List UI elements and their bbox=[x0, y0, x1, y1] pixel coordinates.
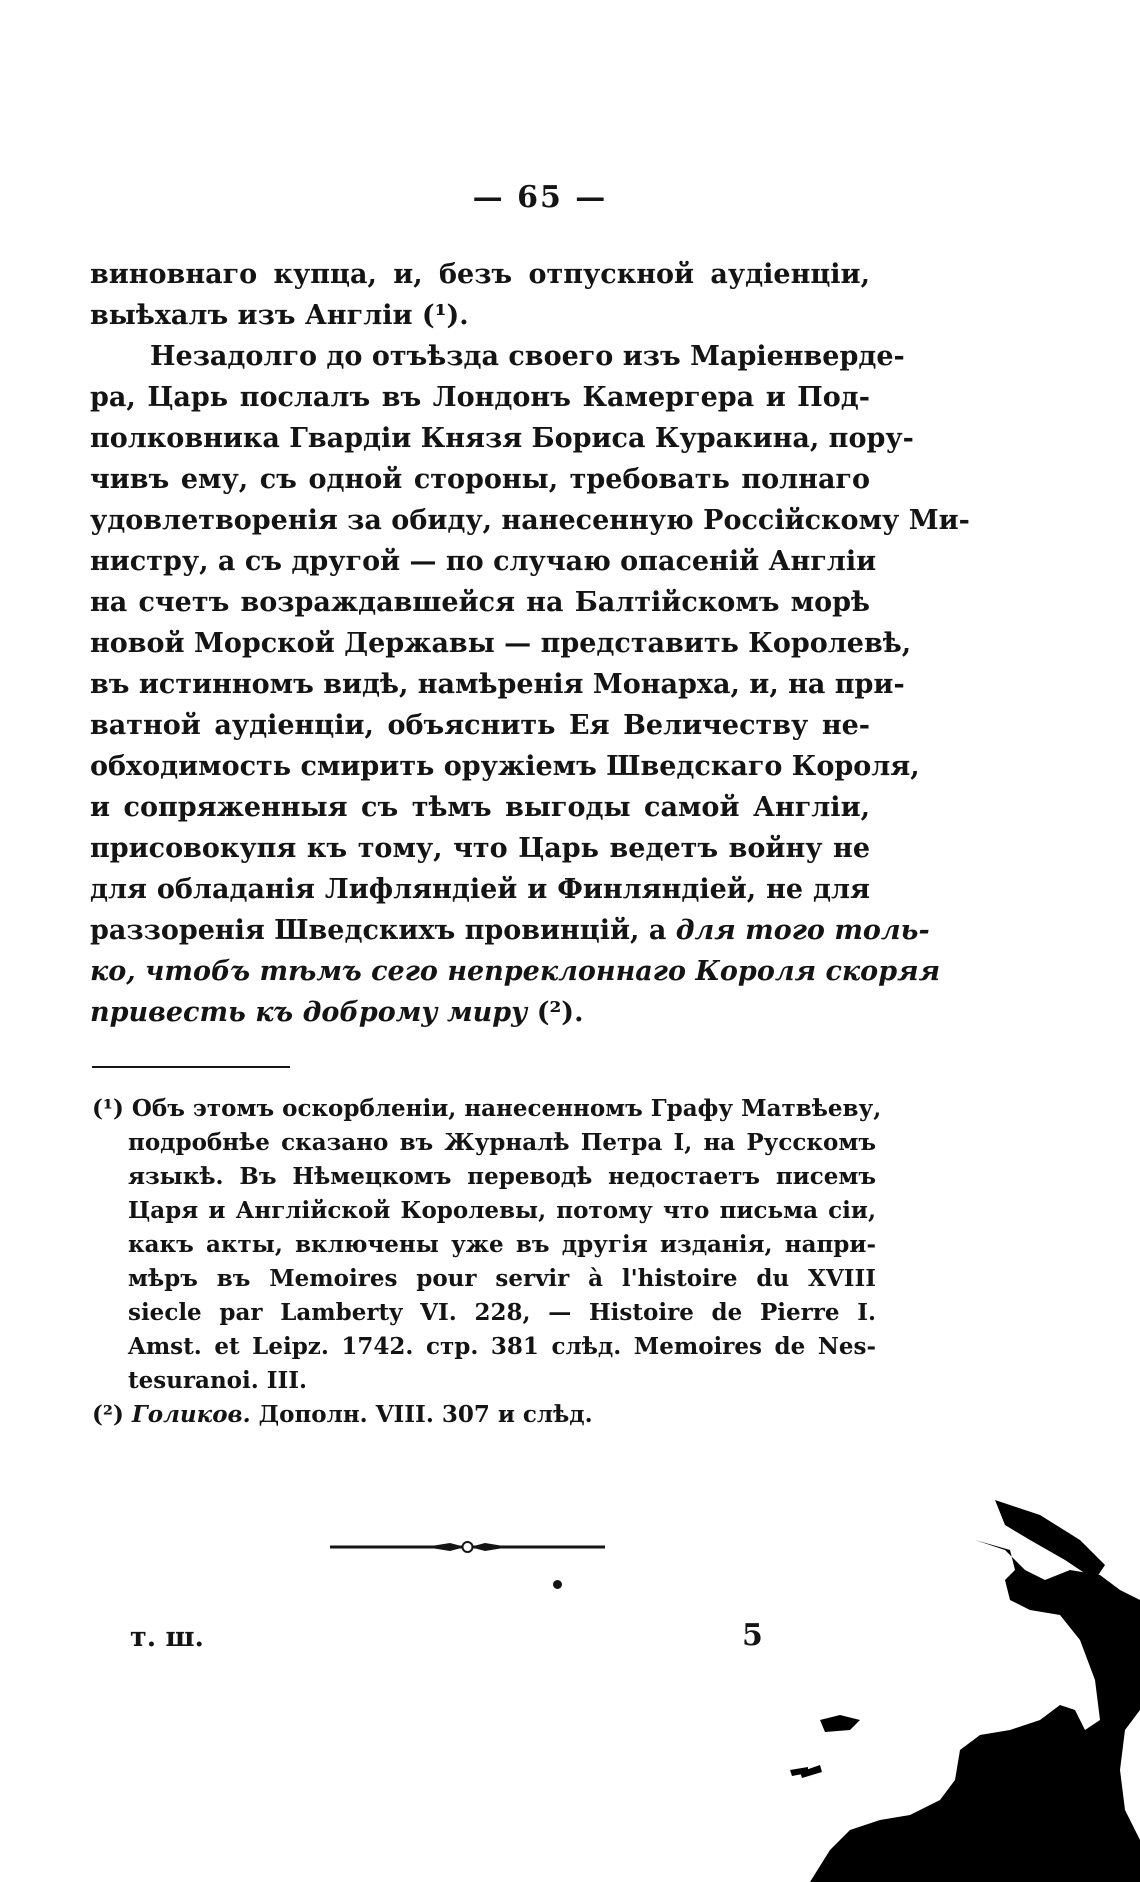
text-line bbox=[90, 992, 870, 1033]
signature-mark: 5 bbox=[742, 1618, 763, 1653]
text-line: удовлетворенія за обиду, нанесенную Россійскому Ми- bbox=[90, 505, 970, 536]
text-line: для обладанія Лифляндіей и Финляндіей, не для bbox=[90, 874, 870, 905]
footnote-line: языкѣ. Въ Нѣмецкомъ переводѣ недостаетъ писемъ bbox=[128, 1163, 876, 1190]
text-line: Незадолго до отъѣзда своего изъ Маріенверде- bbox=[150, 341, 905, 372]
text-span: раззоренія Шведскихъ провинцій, а bbox=[90, 915, 676, 946]
page-number: — 65 — bbox=[472, 180, 608, 215]
footnote-line: siecle par Lamberty VI. 228, — Histoire de Pierre I. bbox=[128, 1299, 876, 1326]
text-line: присовокупя къ тому, что Царь ведетъ войну не bbox=[90, 833, 870, 864]
text-line: новой Морской Державы — представить Королевѣ, bbox=[90, 628, 912, 659]
footnote-line: (¹) Объ этомъ оскорбленіи, нанесенномъ Графу Матвѣеву, bbox=[92, 1095, 882, 1122]
italic-span: Голиков. bbox=[131, 1401, 251, 1428]
scan-damage-blot bbox=[780, 1480, 1140, 1882]
text-line: ра, Царь послалъ въ Лондонъ Камергера и Под- bbox=[90, 382, 870, 413]
footnote-line: tesuranoi. III. bbox=[128, 1367, 308, 1394]
ornament-divider bbox=[330, 1537, 605, 1557]
text-line: чивъ ему, съ одной стороны, требовать полнаго bbox=[90, 464, 870, 495]
footnote-rule bbox=[92, 1066, 290, 1068]
footnote-line: мѣръ въ Memoires pour servir à l'histoire du XVIII bbox=[128, 1265, 876, 1292]
text-line: и сопряженныя съ тѣмъ выгоды самой Англіи, bbox=[90, 792, 870, 823]
text-span: (²) bbox=[92, 1401, 132, 1428]
volume-mark: т. ш. bbox=[130, 1622, 204, 1653]
italic-span: для того толь- bbox=[675, 915, 930, 946]
text-span: Дополн. VIII. 307 и слѣд. bbox=[250, 1401, 593, 1428]
footnote-line: Царя и Англійской Королевы, потому что письма сіи, bbox=[128, 1197, 876, 1224]
text-line: въ истинномъ видѣ, намѣренія Монарха, и, на при- bbox=[90, 669, 905, 700]
footnote-line: какъ акты, включены уже въ другія изданія, напри- bbox=[128, 1231, 876, 1258]
footnote-line: подробнѣе сказано въ Журналѣ Петра I, на Русскомъ bbox=[128, 1129, 876, 1156]
text-span: (²). bbox=[527, 997, 584, 1028]
footnote-line: Amst. et Leipz. 1742. стр. 381 слѣд. Memoires de Nes- bbox=[128, 1333, 876, 1360]
italic-span: привесть къ доброму миру bbox=[90, 997, 528, 1028]
text-line bbox=[90, 910, 930, 951]
text-line: полковника Гвардіи Князя Бориса Куракина, пору- bbox=[90, 423, 914, 454]
text-line-italic: ко, чтобъ тѣмъ сего непреклоннаго Короля скоряя bbox=[90, 956, 941, 987]
footnotes bbox=[92, 1092, 882, 1432]
ink-dot bbox=[553, 1580, 562, 1589]
footnote-line bbox=[92, 1398, 876, 1432]
text-line: обходимость смирить оружіемъ Шведскаго Короля, bbox=[90, 751, 920, 782]
text-line: выѣхалъ изъ Англіи (¹). bbox=[90, 300, 469, 331]
text-line: на счетъ возраждавшейся на Балтійскомъ морѣ bbox=[90, 587, 870, 618]
text-line: виновнаго купца, и, безъ отпускной аудіенціи, bbox=[90, 259, 870, 290]
text-line: нистру, а съ другой — по случаю опасеній Англіи bbox=[90, 546, 877, 577]
main-text bbox=[90, 254, 970, 1033]
text-line: ватной аудіенціи, объяснить Ея Величеству не- bbox=[90, 710, 870, 741]
